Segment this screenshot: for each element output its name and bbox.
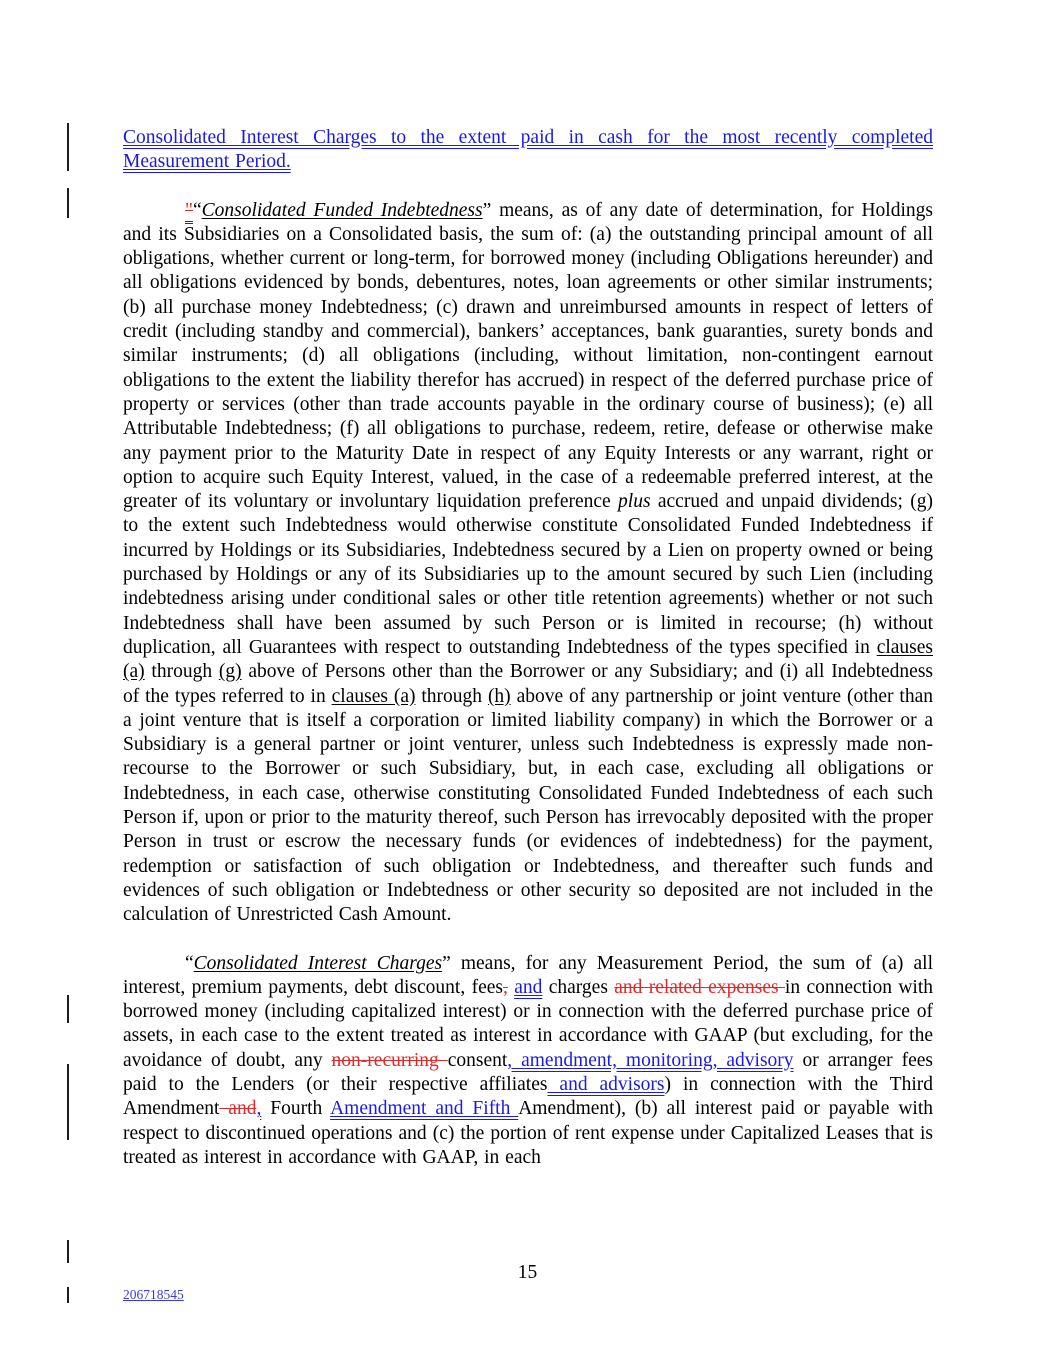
text-segment-plain: “ — [192, 199, 202, 221]
text-segment-plain: ) in connection with the Third Amendment — [123, 1073, 933, 1120]
text-segment-ins: , amendment, monitoring, advisory — [507, 1049, 794, 1071]
text-segment-plain: consent — [447, 1049, 508, 1071]
text-segment-u: (h) — [487, 685, 511, 707]
text-segment-plain: ” means, as of any date of determination, for Holdings and its Subsidiaries on a Consolidated basis, the sum of: (a) the outstanding principal amount of all obligations, whether current or long-term, for borrowed money (including Obligations hereunder) and all obligations evidenced by bonds, debentures, notes, loan agreements or other similar instruments; (b) all purchase money Indebtedness; (c) drawn and unreimbursed amounts in respect of letters of credit (including standby and commercial), bankers’ acceptances, bank guaranties, surety bonds and similar instruments; (d) all obligations (including, without limitation, non-contingent earnout obligations to the extent the liability therefor has accrued) in respect of the deferred purchase price of property or services (other than trade accounts payable in the ordinary course of business); (e) all Attributable Indebtedness; (f) all obligations to purchase, redeem, retire, defease or otherwise make any payment prior to the Maturity Date in respect of any Equity Interests or any warrant, right or option to acquire such Equity Interest, valued, in the case of a redeemable preferred interest, at the greater of its voluntary or involuntary liquidation preference — [123, 199, 933, 513]
change-bar — [67, 1287, 69, 1303]
text-segment-plain: above of any partnership or joint venture (other than a joint venture that is itself a corporation or limited liability company) in which the Borrower or a Subsidiary is a general partner or joint venturer, unless such Indebtedness is expressly made non-recourse to the Borrower or such Subsidiary, but, in each case, excluding all obligations or Indebtedness, in each case, otherwise constituting Consolidated Funded Indebtedness of each such Person if, upon or prior to the maturity thereof, such Person has irrevocably deposited with the proper Person in trust or escrow the necessary funds (or evidences of indebtedness) for the payment, redemption or satisfaction of such obligation or Indebtedness, and thereafter such funds and evidences of such obligation or Indebtedness or other security so deposited are not included in the calculation of Unrestricted Cash Amount. — [123, 685, 934, 926]
text-segment-plain: Amendment), (b) all interest paid or payable with respect to discontinued operations and (c) the portion of rent expense under Capitalized Leases that is treated as interest in accordance with GAAP, in each — [123, 1098, 933, 1168]
text-segment-plain: in connection with borrowed money (including capitalized interest) or in connection with the deferred purchase price of assets, in each case to the extent treated as interest in accordance with GAAP (but excluding, for the avoidance of doubt, any — [123, 976, 934, 1071]
text-segment-term: Consolidated Funded Indebtedness — [201, 199, 483, 221]
text-segment-term: Consolidated Interest Charges — [193, 952, 443, 974]
text-segment-plain: charges — [542, 976, 615, 998]
text-segment-ins: and — [514, 976, 543, 998]
text-segment-u: clauses (a) — [331, 685, 416, 707]
text-segment-plain: through — [144, 661, 219, 683]
text-segment-ins: and advisors — [547, 1073, 665, 1095]
text-segment-del: , — [502, 976, 508, 998]
text-segment-plain: accrued and unpaid dividends; (g) to the extent such Indebtedness would otherwise constitute Consolidated Funded Indebtedness if incurred by Holdings or its Subsidiaries, Indebtedness secured by a Lien on property owned or being purchased by Holdings or any of its Subsidiaries up to the amount secured by such Lien (including indebtedness arising under conditional sales or other title retention agreements) whether or not such Indebtedness shall have been assumed by such Person or is limited in recourse; (h) without duplication, all Guarantees with respect to outstanding Indebtedness of the types specified in — [123, 491, 934, 658]
text-segment-plain: or arranger fees paid to the Lenders (or their respective affiliates — [123, 1049, 933, 1095]
text-segment-del: and related expenses — [614, 976, 785, 998]
text-segment-u: clauses (a) — [123, 636, 933, 683]
paragraph-consolidated-funded-indebtedness — [123, 199, 933, 928]
text-segment-ins: Consolidated Interest Charges to the extent paid in cash for the most recently completed Measurement Period. — [123, 127, 933, 173]
paragraph-consolidated-interest-charges — [123, 952, 933, 1171]
text-segment-ins: , — [256, 1098, 262, 1120]
change-bar — [67, 1240, 69, 1263]
text-segment-u: (g) — [218, 661, 242, 683]
text-segment-plain: “ — [185, 952, 194, 974]
page-number: 15 — [517, 1262, 538, 1283]
change-bar — [67, 188, 69, 218]
text-segment-plain: through — [415, 685, 488, 707]
text-segment-plain: Fourth — [261, 1098, 331, 1120]
text-segment-ins: Amendment and Fifth — [330, 1098, 519, 1120]
text-segment-del: non-recurring — [331, 1049, 448, 1071]
document-id: 206718545 — [123, 1287, 184, 1302]
text-segment-del: and — [219, 1098, 257, 1120]
change-bar — [67, 1064, 69, 1140]
change-bar — [67, 995, 69, 1023]
change-bar — [67, 123, 69, 171]
text-segment-i: plus — [618, 491, 651, 513]
text-segment-plain: ” means, for any Measurement Period, the sum of (a) all interest, premium payments, debt discount, fees — [123, 952, 933, 998]
text-segment-plain: above of Persons other than the Borrower or any Subsidiary; and (i) all Indebtedness of the types referred to in — [123, 661, 933, 707]
document-body — [123, 126, 933, 1170]
text-segment-del-ins: " — [185, 200, 193, 224]
paragraph-continuation-inserted — [123, 126, 933, 175]
